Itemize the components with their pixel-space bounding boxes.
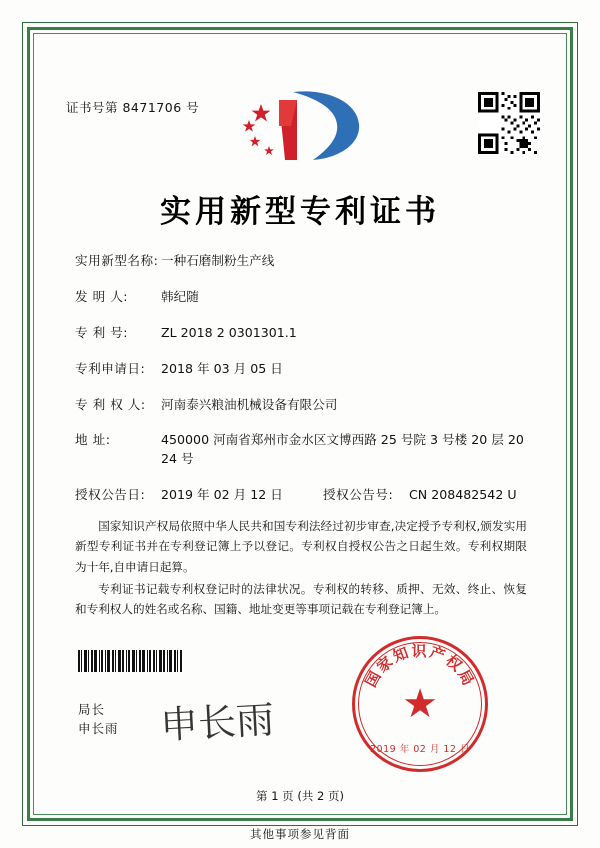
value-utility-model-name: 一种石磨制粉生产线: [161, 253, 275, 268]
label-address: 地 址:: [75, 432, 111, 448]
barcode: [78, 650, 206, 672]
footer-note: 其他事项参见背面: [250, 827, 350, 841]
legal-text-block: [75, 516, 527, 621]
qr-code: [478, 92, 540, 154]
svg-text:国家知识产权局: 国家知识产权局: [361, 642, 479, 691]
fields-block: [75, 252, 527, 522]
seal-date: 2019 年 02 月 12 日: [370, 744, 470, 755]
page-number: 第 1 页 (共 2 页): [256, 789, 344, 803]
label-application-date: 专利申请日:: [75, 360, 146, 376]
label-patent-number: 专 利 号:: [75, 324, 129, 340]
value-patentee: 河南泰兴粮油机械设备有限公司: [161, 396, 338, 412]
director-name: 申长雨: [78, 721, 119, 737]
label-announce-date: 授权公告日:: [75, 487, 146, 503]
label-inventor: 发 明 人:: [75, 288, 129, 304]
director-block: [78, 700, 119, 739]
corner-ornament-top-left: [27, 27, 53, 53]
value-inventor: 韩纪随: [161, 288, 199, 304]
official-seal: [352, 636, 488, 772]
value-announce-date: 2019 年 02 月 12 日: [161, 487, 283, 503]
value-application-date: 2018 年 03 月 05 日: [161, 360, 283, 376]
label-utility-model-name: 实用新型名称:: [75, 253, 159, 268]
field-row-announcement: [75, 486, 527, 505]
certificate-number: 证书号第 8471706 号: [66, 100, 200, 115]
page-title: 实用新型专利证书: [160, 194, 440, 230]
field-row: [75, 324, 527, 343]
handwritten-signature: 申长雨: [159, 697, 276, 748]
seal-emblem-icon: ★: [402, 681, 438, 727]
value-patent-number: ZL 2018 2 0301301.1: [161, 324, 297, 340]
label-announce-no: 授权公告号:: [323, 487, 394, 503]
field-row: [75, 360, 527, 379]
legal-paragraph-2: 专利证书记载专利权登记时的法律状况。专利权的转移、质押、无效、终止、恢复和专利权人的姓名或名称、国籍、地址变更等事项记载在专利登记簿上。: [75, 581, 527, 617]
label-patentee: 专 利 权 人:: [75, 396, 146, 412]
field-row: [75, 252, 527, 271]
director-label: 局长: [78, 702, 106, 717]
field-row: [75, 288, 527, 307]
announce-date-group: [75, 486, 323, 505]
corner-ornament-top-right: [547, 27, 573, 53]
field-row: [75, 431, 527, 469]
patent-logo: [235, 86, 365, 166]
legal-paragraph-1: 国家知识产权局依照中华人民共和国专利法经过初步审查,决定授予专利权,颁发实用新型专利证书并在专利登记簿上予以登记。专利权自授权公告之日起生效。专利权期限为十年,自申请日起算。: [75, 519, 527, 574]
value-address: 450000 河南省郑州市金水区文博西路 25 号院 3 号楼 20 层 2024 号: [161, 432, 524, 467]
value-announce-no: CN 208482542 U: [409, 487, 517, 503]
announce-no-group: [323, 486, 517, 505]
field-row: [75, 396, 527, 415]
